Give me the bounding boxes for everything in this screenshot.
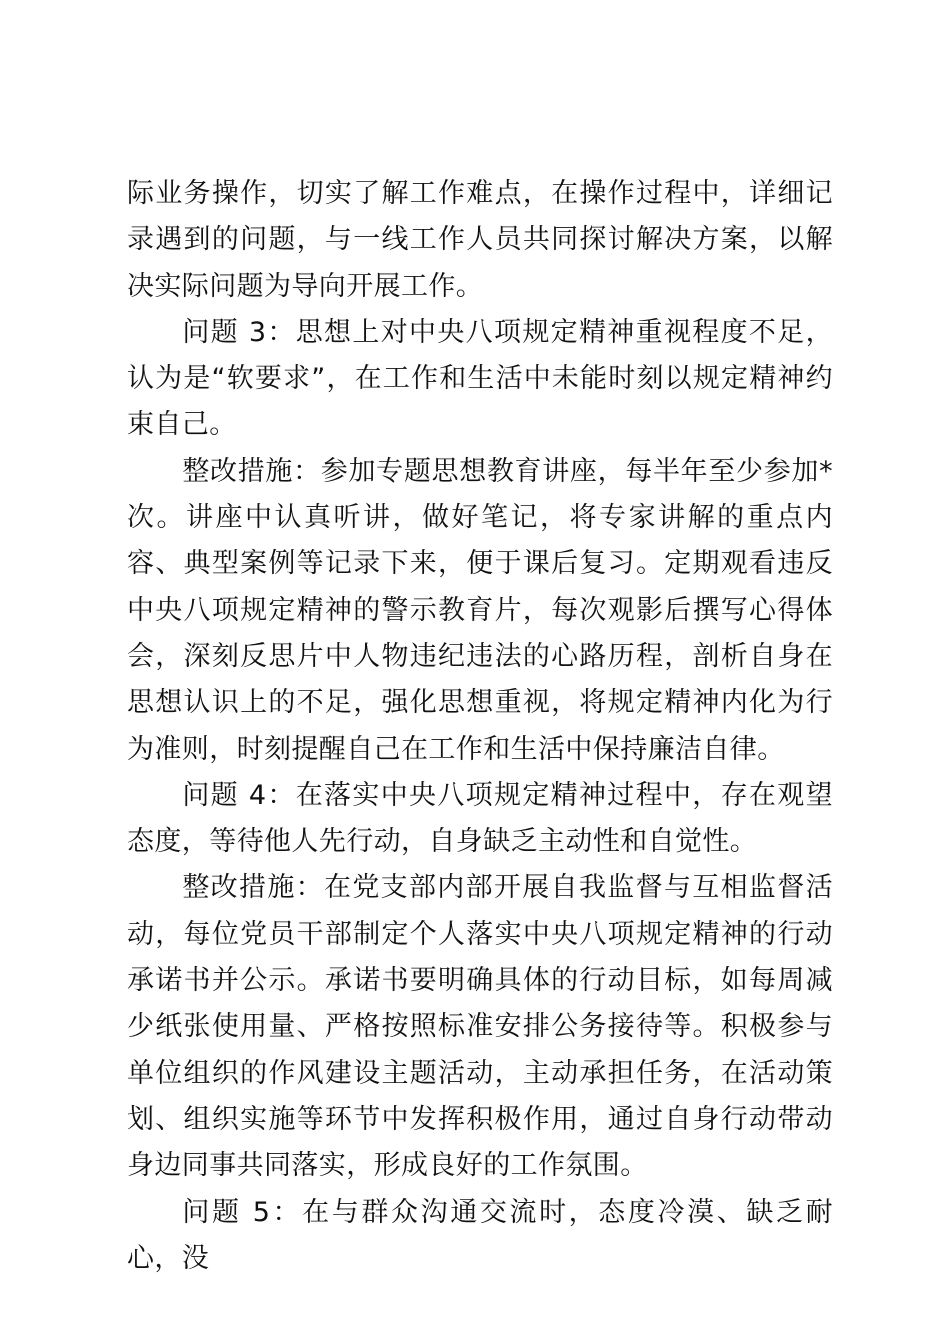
paragraph-problem-5: 问题 5：在与群众沟通交流时，态度冷漠、缺乏耐心，没 bbox=[127, 1196, 833, 1274]
paragraph-measures-3: 整改措施：参加专题思想教育讲座，每半年至少参加*次。讲座中认真听讲，做好笔记，将专家讲解的重点内容、典型案例等记录下来，便于课后复习。定期观看违反中央八项规定精神的警示教育片，每次观影后撰写心得体会，深刻反思片中人物违纪违法的心路历程，剖析自身在思想认识上的不足，强化思想重视，将规定精神内化为行为准则，时刻提醒自己在工作和生活中保持廉洁自律。 bbox=[127, 455, 833, 765]
paragraph-problem-4: 问题 4：在落实中央八项规定精神过程中，存在观望态度，等待他人先行动，自身缺乏主动性和自觉性。 bbox=[127, 779, 833, 858]
document-body bbox=[127, 171, 833, 1282]
paragraph-continuation: 际业务操作，切实了解工作难点，在操作过程中，详细记录遇到的问题，与一线工作人员共同探讨解决方案，以解决实际问题为导向开展工作。 bbox=[127, 178, 833, 302]
paragraph-problem-3: 问题 3：思想上对中央八项规定精神重视程度不足，认为是“软要求”，在工作和生活中未能时刻以规定精神约束自己。 bbox=[127, 316, 833, 441]
paragraph-measures-4: 整改措施：在党支部内部开展自我监督与互相监督活动，每位党员干部制定个人落实中央八项规定精神的行动承诺书并公示。承诺书要明确具体的行动目标，如每周减少纸张使用量、严格按照标准安排公务接待等。积极参与单位组织的作风建设主题活动，主动承担任务，在活动策划、组织实施等环节中发挥积极作用，通过自身行动带动身边同事共同落实，形成良好的工作氛围。 bbox=[127, 872, 833, 1182]
